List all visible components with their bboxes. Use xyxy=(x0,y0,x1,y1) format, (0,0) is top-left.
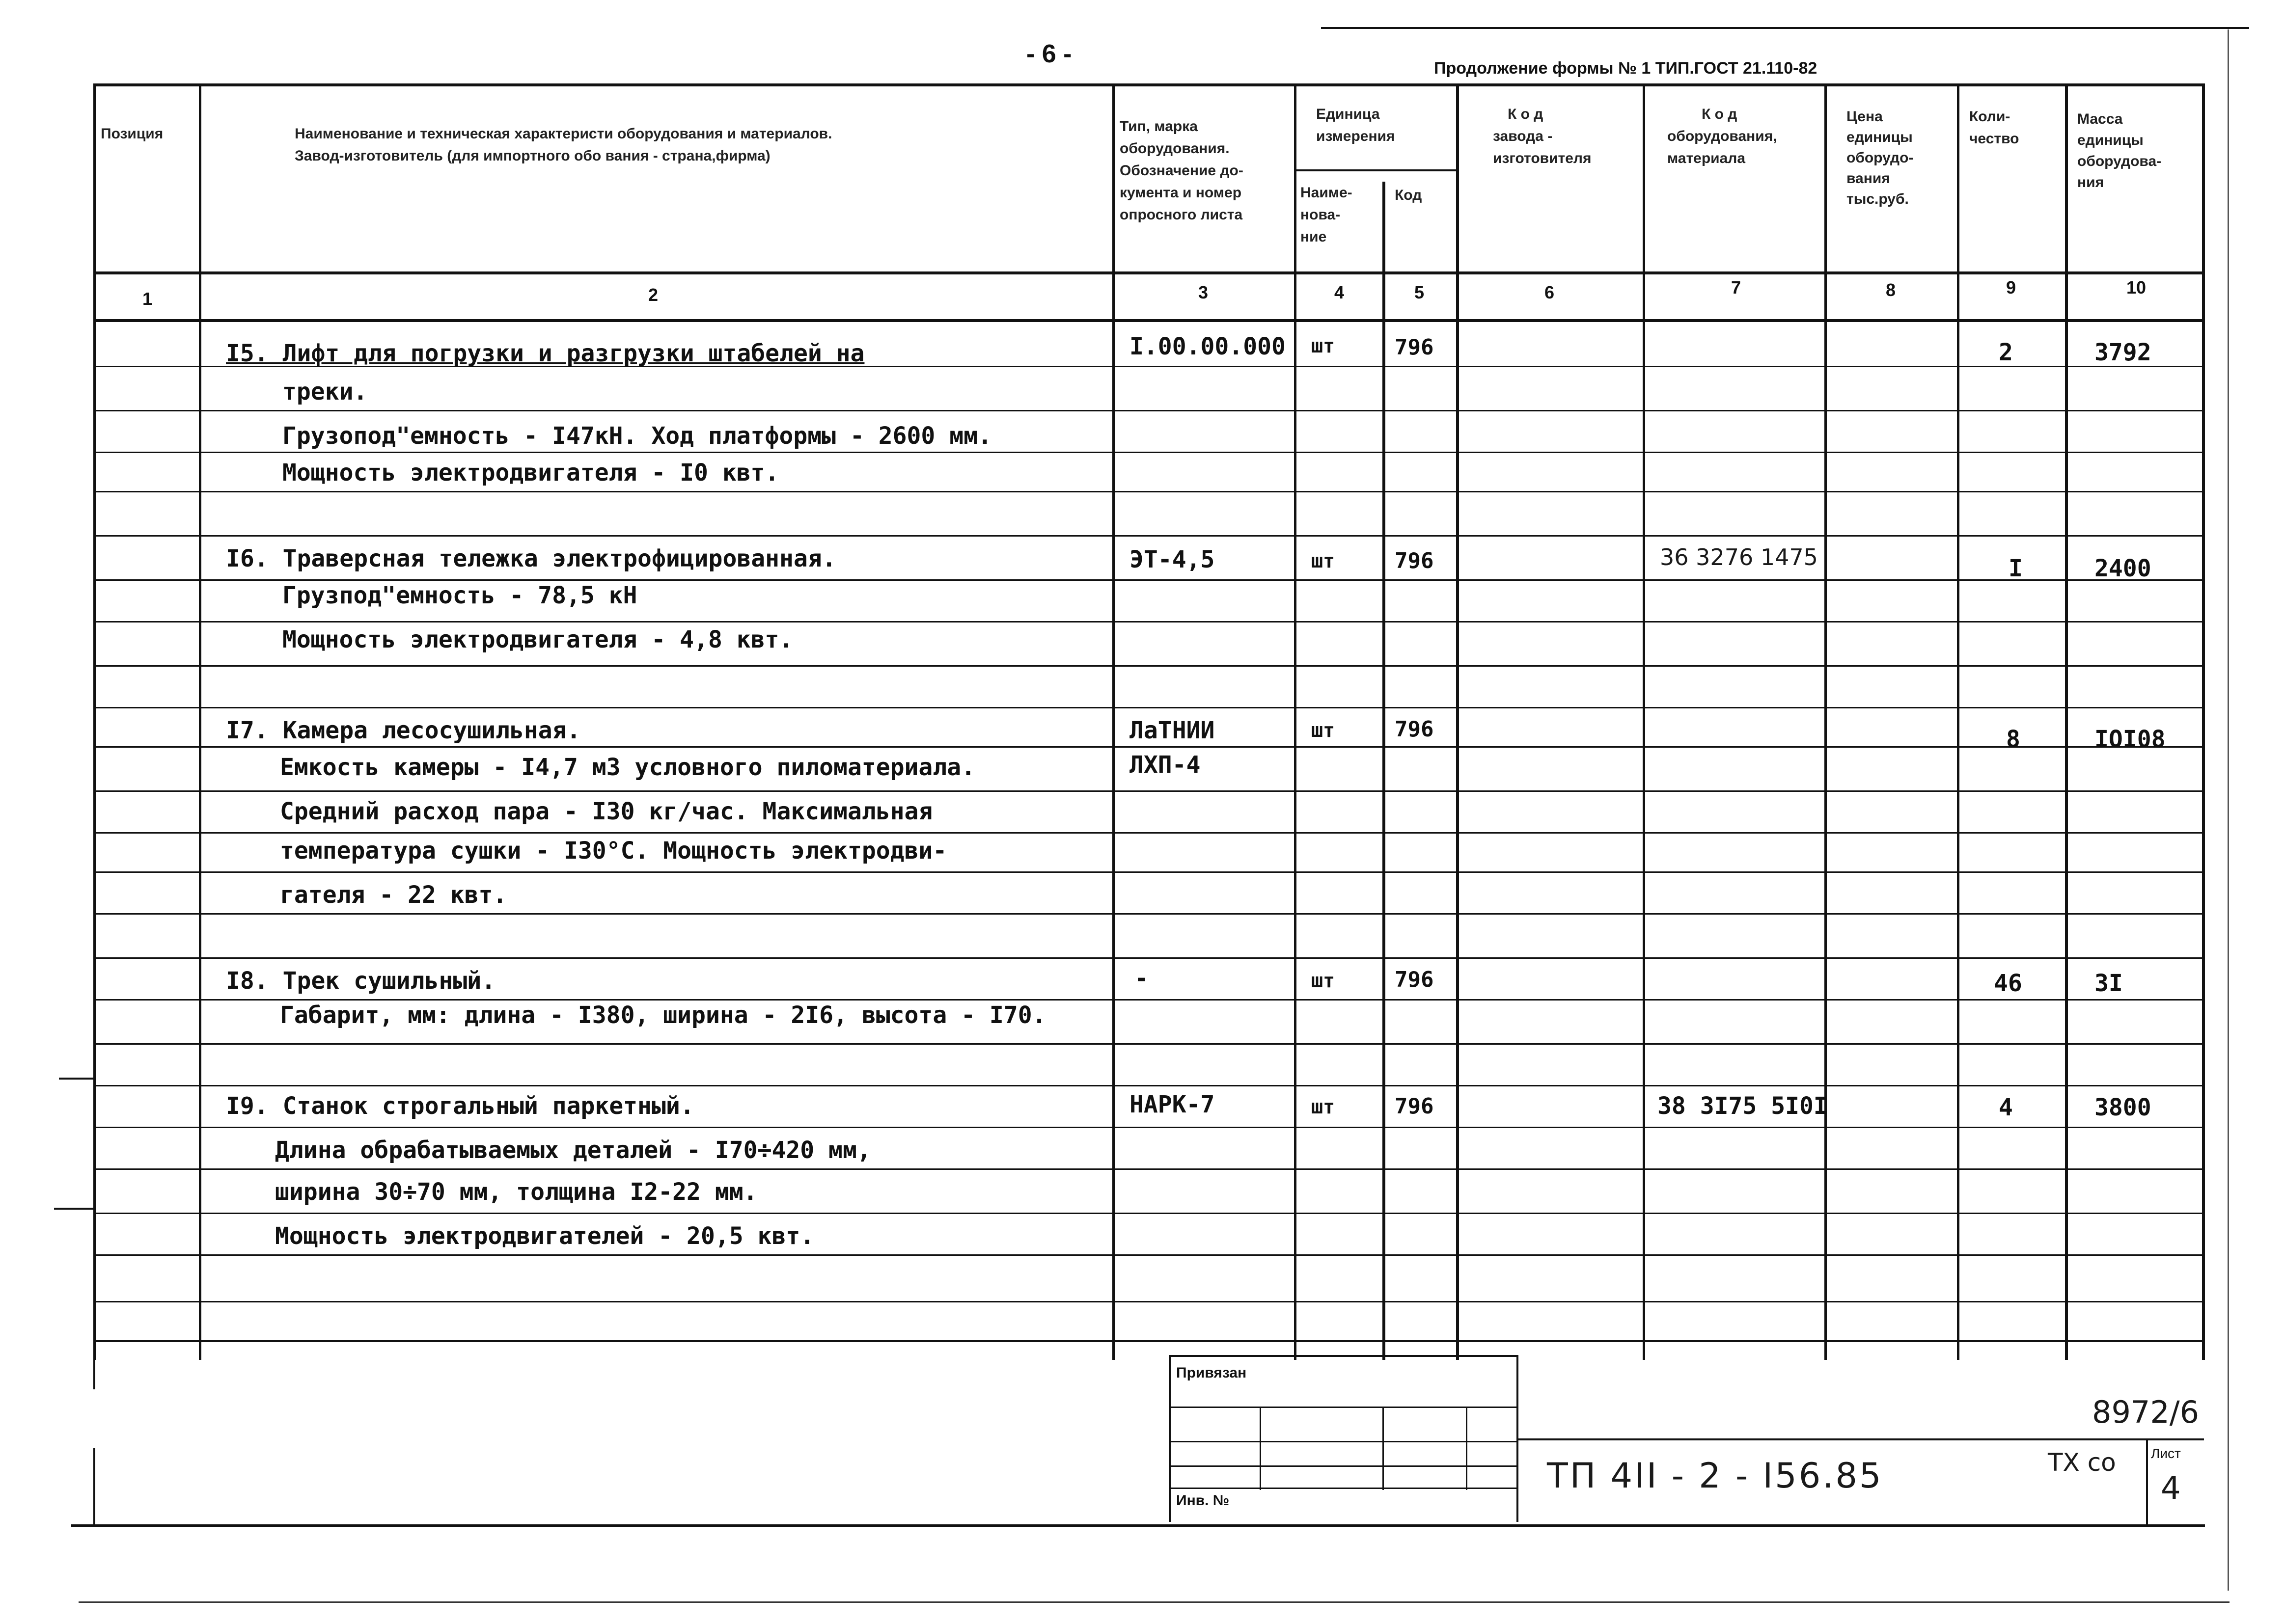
header-unit-code: Код xyxy=(1395,187,1422,203)
item-15-line-3: Грузопод"емность - I47кН. Ход платформы - 2600 мм. xyxy=(282,422,992,450)
item-19-code: 796 xyxy=(1395,1094,1434,1119)
item-18-code: 796 xyxy=(1395,967,1434,992)
item-17-mass: IOI08 xyxy=(2094,726,2166,753)
item-17-line-1: I7. Камера лесосушильная. xyxy=(226,717,581,744)
item-15-mass: 3792 xyxy=(2094,339,2151,366)
item-17-line-5: гателя - 22 квт. xyxy=(280,881,507,909)
item-17-line-3: Средний расход пара - I30 кг/час. Максимальная xyxy=(280,798,933,825)
header-equip-code-1: К о д xyxy=(1702,106,1737,122)
header-mass-1: Масса xyxy=(2077,111,2123,127)
item-16-line-2: Грузпод"емность - 78,5 кН xyxy=(282,582,637,609)
header-mass-4: ния xyxy=(2077,174,2104,190)
header-type-3: Обозначение до- xyxy=(1120,162,1243,179)
item-17-qty: 8 xyxy=(2006,726,2020,753)
stamp-inv: Инв. № xyxy=(1176,1492,1230,1509)
item-15-unit: шт xyxy=(1311,335,1335,357)
header-qty-2: чество xyxy=(1969,131,2019,147)
header-price-1: Цена xyxy=(1846,108,1883,125)
header-mass-3: оборудова- xyxy=(2077,153,2162,169)
item-19-equip-code: 38 3I75 5I0I xyxy=(1657,1092,1828,1120)
header-type-1: Тип, марка xyxy=(1120,118,1198,135)
item-19-type: НАРК-7 xyxy=(1129,1091,1215,1118)
header-unit-2: измерения xyxy=(1316,128,1395,144)
item-16-line-3: Мощность электродвигателя - 4,8 квт. xyxy=(282,626,794,653)
item-19-line-4: Мощность электродвигателей - 20,5 квт. xyxy=(275,1222,815,1250)
col-num-5: 5 xyxy=(1414,282,1425,302)
item-19-qty: 4 xyxy=(1999,1094,2013,1121)
header-equip-code-2: оборудования, xyxy=(1667,128,1777,144)
item-16-mass: 2400 xyxy=(2094,555,2151,582)
item-17-line-2: Емкость камеры - I4,7 м3 условного пиломатериала. xyxy=(280,754,976,781)
item-17-type-2: ЛХП-4 xyxy=(1129,751,1201,779)
document-number: ТП 4II - 2 - I56.85 xyxy=(1547,1456,1883,1496)
header-price-4: вания xyxy=(1846,170,1890,187)
stamp-privyazan: Привязан xyxy=(1176,1365,1247,1381)
item-19-line-2: Длина обрабатываемых деталей - I70÷420 мм, xyxy=(275,1137,871,1164)
item-15-line-4: Мощность электродвигателя - I0 квт. xyxy=(282,459,779,487)
sheet-code: ТХ со xyxy=(2048,1448,2116,1477)
col-num-7: 7 xyxy=(1731,277,1741,298)
header-unit-name-2: нова- xyxy=(1300,207,1341,223)
item-15-code: 796 xyxy=(1395,335,1434,360)
item-15-type: I.00.00.000 xyxy=(1129,333,1286,360)
col-num-8: 8 xyxy=(1885,280,1896,300)
header-position: Позиция xyxy=(101,126,164,142)
item-16-line-1: I6. Траверсная тележка электрофицированная. xyxy=(226,545,836,572)
header-type-2: оборудования. xyxy=(1120,140,1230,157)
header-qty-1: Коли- xyxy=(1969,108,2010,125)
sheet-number: 4 xyxy=(2161,1470,2181,1507)
item-16-code: 796 xyxy=(1395,548,1434,573)
item-19-mass: 3800 xyxy=(2094,1094,2151,1121)
header-plant-code-1: К о д xyxy=(1508,106,1543,122)
item-18-unit: шт xyxy=(1311,970,1335,992)
item-16-type: ЭТ-4,5 xyxy=(1129,546,1215,573)
header-plant-code-2: завода - xyxy=(1493,128,1553,144)
col-num-1: 1 xyxy=(142,289,153,309)
item-16-unit: шт xyxy=(1311,550,1335,572)
col-num-10: 10 xyxy=(2126,277,2147,298)
header-type-5: опросного листа xyxy=(1120,207,1243,223)
header-equip-code-3: материала xyxy=(1667,150,1746,166)
item-18-type: - xyxy=(1134,965,1149,992)
header-price-2: единицы xyxy=(1846,129,1913,145)
item-15-line-2: треки. xyxy=(282,378,368,406)
page-number: - 6 - xyxy=(1026,40,1072,68)
sheet-label: Лист xyxy=(2151,1446,2181,1461)
header-price-3: оборудо- xyxy=(1846,150,1914,166)
header-plant-code-3: изготовителя xyxy=(1493,150,1592,166)
item-18-qty: 46 xyxy=(1994,970,2022,997)
col-num-6: 6 xyxy=(1544,282,1555,302)
item-19-unit: шт xyxy=(1311,1096,1335,1118)
col-num-2: 2 xyxy=(648,285,659,305)
item-18-mass: 3I xyxy=(2094,970,2123,997)
item-17-code: 796 xyxy=(1395,717,1434,742)
header-mass-2: единицы xyxy=(2077,132,2144,148)
header-price-5: тыс.руб. xyxy=(1846,191,1909,207)
col-num-9: 9 xyxy=(2006,277,2016,298)
item-18-line-2: Габарит, мм: длина - I380, ширина - 2I6, высота - I70. xyxy=(280,1001,1046,1029)
item-17-unit: шт xyxy=(1311,719,1335,742)
archive-number: 8972/6 xyxy=(2092,1394,2200,1430)
header-name-line1: Наименование и техническая характеристи оборудования и материалов. xyxy=(295,126,832,142)
item-17-line-4: температура сушки - I30°C. Мощность электродви- xyxy=(280,837,947,865)
header-unit-name-3: ние xyxy=(1300,229,1327,245)
header-unit-name-1: Наиме- xyxy=(1300,185,1352,201)
item-19-line-3: ширина 30÷70 мм, толщина I2-22 мм. xyxy=(275,1178,758,1206)
item-16-equip-code: 36 3276 1475 xyxy=(1660,544,1818,570)
item-17-type: ЛаТНИИ xyxy=(1129,717,1215,744)
item-16-qty: I xyxy=(2009,555,2023,582)
header-name-line2: Завод-изготовитель (для импортного обо вания - страна,фирма) xyxy=(295,148,771,164)
item-15-line-1: I5. Лифт для погрузки и разгрузки штабелей на xyxy=(226,340,865,367)
item-19-line-1: I9. Станок строгальный паркетный. xyxy=(226,1092,694,1120)
form-note: Продолжение формы № 1 ТИП.ГОСТ 21.110-82 xyxy=(1434,59,1817,78)
header-unit-1: Единица xyxy=(1316,106,1380,122)
col-num-4: 4 xyxy=(1334,282,1345,302)
item-15-qty: 2 xyxy=(1999,339,2013,366)
col-num-3: 3 xyxy=(1198,282,1209,302)
item-18-line-1: I8. Трек сушильный. xyxy=(226,967,496,995)
header-type-4: кумента и номер xyxy=(1120,185,1242,201)
